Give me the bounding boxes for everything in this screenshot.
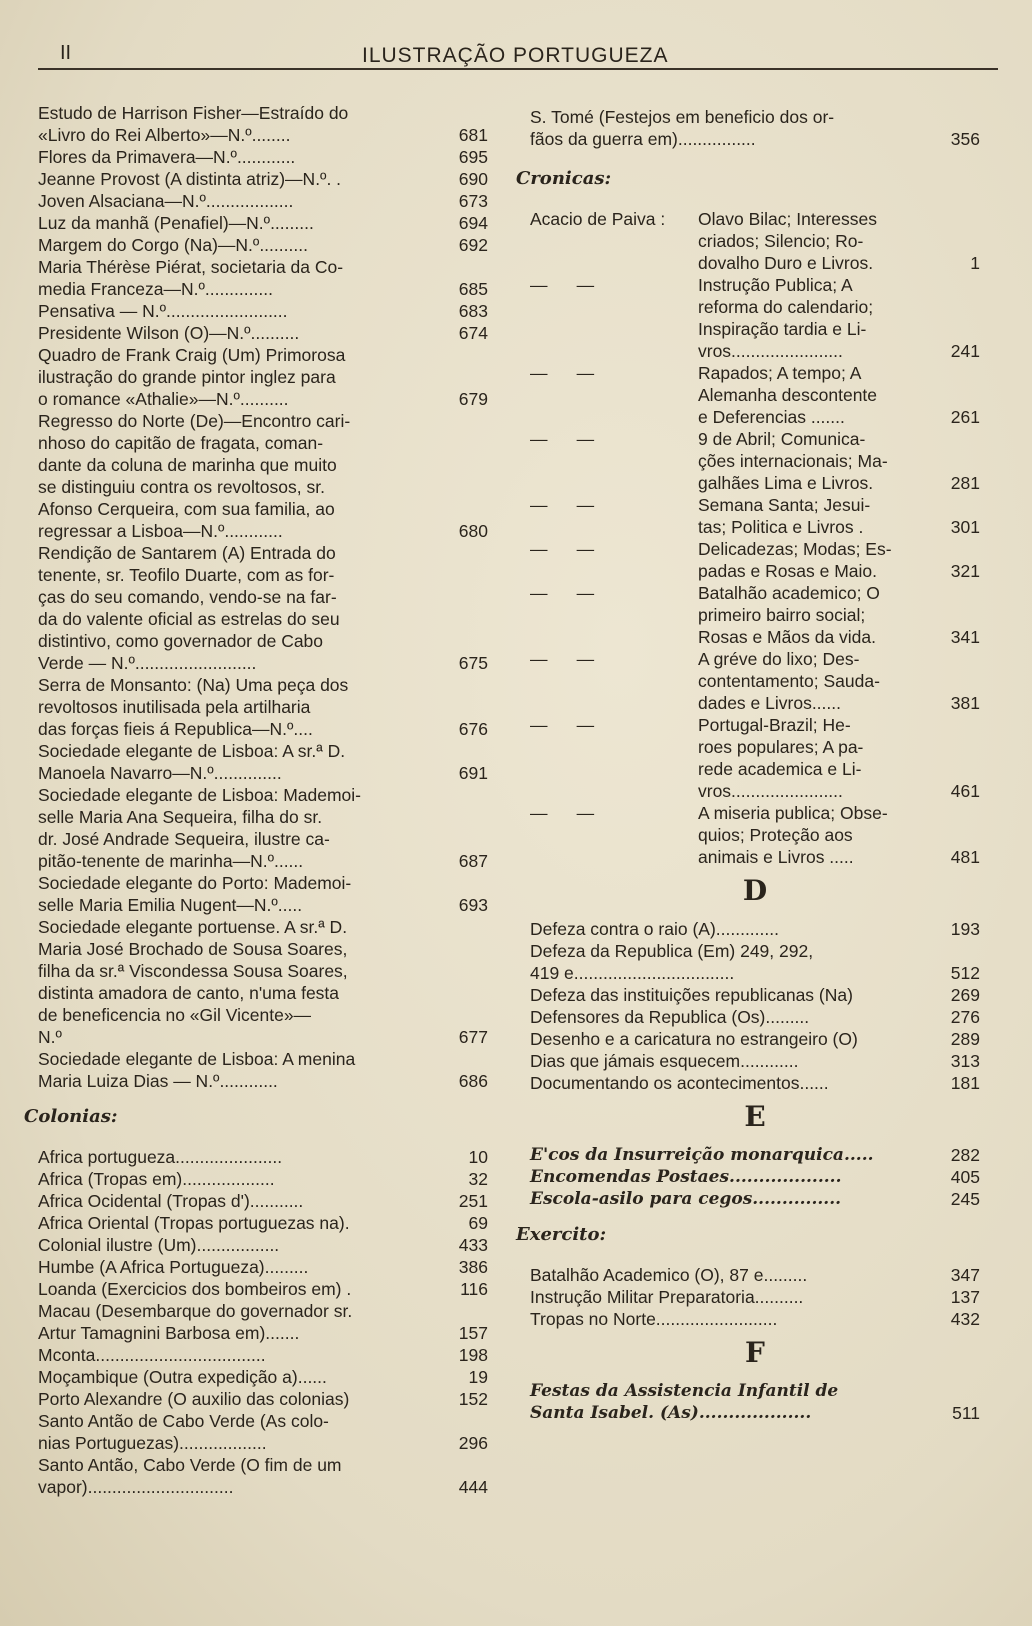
cronica-entry	[530, 714, 980, 802]
entry-page-number: 681	[458, 125, 488, 145]
index-entry	[38, 212, 488, 234]
ditto-dashes: — —	[530, 275, 595, 295]
entry-page-number: 19	[468, 1367, 488, 1387]
ditto-dashes: — —	[530, 715, 595, 735]
entry-page-number: 693	[458, 895, 488, 915]
index-entry	[38, 916, 488, 1048]
entry-text: Macau (Desembarque do governador sr. Artur Tamagnini Barbosa em).......	[38, 1301, 353, 1343]
index-entry	[38, 168, 488, 190]
entry-text: Joven Alsaciana—N.º..................	[38, 191, 294, 211]
entry-page-number: 116	[460, 1279, 488, 1299]
entry-text: Desenho e a caricatura no estrangeiro (O)	[530, 1029, 858, 1049]
entry-page-number: 301	[950, 517, 980, 537]
entry-text: Africa (Tropas em)...................	[38, 1169, 275, 1189]
entry-page-number: 674	[458, 323, 488, 343]
entry-text: Flores da Primavera—N.º............	[38, 147, 296, 167]
entry-page-number: 692	[458, 235, 488, 255]
entry-page-number: 341	[950, 627, 980, 647]
index-entry	[38, 1256, 488, 1278]
entry-page-number: 685	[458, 279, 488, 299]
entry-text: Quadro de Frank Craig (Um) Primorosa ilustração do grande pintor inglez para o romance «Athalie»—N.º..........	[38, 345, 346, 409]
cronica-entry	[530, 428, 980, 494]
entry-text: Batalhão academico; O primeiro bairro social; Rosas e Mãos da vida.	[698, 583, 880, 647]
entry-text: Sociedade elegante do Porto: Mademoi- selle Maria Emilia Nugent—N.º.....	[38, 873, 352, 915]
entry-page-number: 677	[458, 1027, 488, 1047]
entry-page-number: 683	[458, 301, 488, 321]
entry-text: Defeza contra o raio (A).............	[530, 919, 779, 939]
entry-page-number: 198	[458, 1345, 488, 1365]
entry-page-number: 687	[458, 851, 488, 871]
index-entry	[38, 1344, 488, 1366]
cronica-entry	[530, 648, 980, 714]
entry-page-number: 32	[468, 1169, 488, 1189]
index-entry	[530, 1006, 980, 1028]
entry-text: S. Tomé (Festejos em beneficio dos or- fãos da guerra em)................	[530, 107, 835, 149]
entry-text: Presidente Wilson (O)—N.º..........	[38, 323, 300, 343]
index-entry	[38, 256, 488, 300]
entry-page-number: 1	[970, 253, 980, 273]
entry-page-number: 673	[458, 191, 488, 211]
letter-heading-f: F	[745, 1336, 765, 1369]
right-column	[516, 106, 980, 1424]
entry-page-number: 321	[950, 561, 980, 581]
letter-heading-d: D	[742, 874, 768, 907]
entry-page-number: 269	[950, 985, 980, 1005]
entry-page-number: 181	[950, 1073, 980, 1093]
section-heading-exercito: Exercito:	[516, 1224, 607, 1245]
index-entry	[530, 1286, 980, 1308]
section-heading-colonias: Colonias:	[24, 1106, 118, 1127]
entry-text: Loanda (Exercicios dos bombeiros em) .	[38, 1279, 352, 1299]
entry-page-number: 313	[950, 1051, 980, 1071]
entry-text: Humbe (A Africa Portugueza).........	[38, 1257, 309, 1277]
index-entry	[530, 1072, 980, 1094]
index-entry	[38, 1190, 488, 1212]
index-entry	[38, 740, 488, 784]
entry-text: Serra de Monsanto: (Na) Uma peça dos revoltosos inutilisada pela artilharia das forças fieis á Republica—N.º....	[38, 675, 349, 739]
entry-page-number: 356	[950, 129, 980, 149]
entry-text: Defeza da Republica (Em) 249, 292, 419 e.................................	[530, 941, 814, 983]
entry-page-number: 261	[950, 407, 980, 427]
index-entry	[38, 146, 488, 168]
entry-page-number: 152	[458, 1389, 488, 1409]
ditto-dashes: — —	[530, 495, 595, 515]
entry-page-number: 251	[458, 1191, 488, 1211]
index-entry	[38, 300, 488, 322]
index-entries-f	[530, 1380, 980, 1424]
entry-page-number: 694	[458, 213, 488, 233]
index-entry	[38, 410, 488, 542]
entry-page-number: 461	[950, 781, 980, 801]
entry-text: Sociedade elegante de Lisboa: A sr.ª D. Manoela Navarro—N.º..............	[38, 741, 346, 783]
entry-text: Delicadezas; Modas; Es- padas e Rosas e Maio.	[698, 539, 892, 581]
entry-text: Porto Alexandre (O auxilio das colonias)	[38, 1389, 350, 1409]
entry-page-number: 691	[458, 763, 488, 783]
index-entry	[530, 1028, 980, 1050]
entry-text: Olavo Bilac; Interesses criados; Silencio; Ro- dovalho Duro e Livros.	[698, 209, 877, 273]
index-entry	[530, 1264, 980, 1286]
entry-text: Africa portugueza......................	[38, 1147, 283, 1167]
entry-text: Luz da manhã (Penafiel)—N.º.........	[38, 213, 314, 233]
entry-text: Mconta...................................	[38, 1345, 266, 1365]
page-number: II	[60, 42, 72, 64]
entry-page-number: 137	[950, 1287, 980, 1307]
entry-page-number: 680	[458, 521, 488, 541]
entry-page-number: 10	[468, 1147, 488, 1167]
entry-text: Defensores da Republica (Os).........	[530, 1007, 810, 1027]
left-column	[24, 102, 488, 1498]
entry-text: Defeza das instituições republicanas (Na)	[530, 985, 853, 1005]
entry-page-number: 296	[458, 1433, 488, 1453]
cronica-author: Acacio de Paiva :	[530, 209, 666, 229]
ditto-dashes: — —	[530, 583, 595, 603]
entry-text: Batalhão Academico (O), 87 e.........	[530, 1265, 808, 1285]
index-entry	[38, 322, 488, 344]
entry-page-number: 675	[458, 653, 488, 673]
entry-text: Festas da Assistencia Infantil de Santa Isabel. (As)...................	[530, 1381, 839, 1423]
entry-page-number: 676	[458, 719, 488, 739]
ditto-dashes: — —	[530, 539, 595, 559]
index-entry	[38, 1388, 488, 1410]
entry-page-number: 381	[950, 693, 980, 713]
entry-page-number: 695	[458, 147, 488, 167]
index-entry	[38, 234, 488, 256]
entry-page-number: 690	[458, 169, 488, 189]
entry-text: Santo Antão, Cabo Verde (O fim de um vapor)..............................	[38, 1455, 342, 1497]
entry-page-number: 432	[950, 1309, 980, 1329]
cronica-entry	[530, 362, 980, 428]
entry-text: Sociedade elegante de Lisboa: A menina Maria Luiza Dias — N.º............	[38, 1049, 356, 1091]
index-entry	[38, 1300, 488, 1344]
index-entries-exercito	[530, 1264, 980, 1330]
index-entry	[38, 1278, 488, 1300]
index-entry	[38, 1048, 488, 1092]
index-entry	[38, 190, 488, 212]
entry-page-number: 69	[468, 1213, 488, 1233]
index-entries-e	[530, 1144, 980, 1210]
entry-text: Regresso do Norte (De)—Encontro cari- nhoso do capitão de fragata, coman- dante da coluna de marinha que muito se distinguiu contra os revoltosos, sr. Afonso Cerqueira, com sua familia, ao regressar a Lisboa—N.º............	[38, 411, 351, 541]
index-entry	[38, 1212, 488, 1234]
entry-text: Rendição de Santarem (A) Entrada do tenente, sr. Teofilo Duarte, com as for- ças do seu comando, vendo-se na far- da do valente oficial as estrelas do seu distintivo, como governador de Cabo Verde — N.º.........................	[38, 543, 340, 673]
entry-page-number: 276	[950, 1007, 980, 1027]
cronica-entry	[530, 802, 980, 868]
ditto-dashes: — —	[530, 429, 595, 449]
entry-page-number: 481	[950, 847, 980, 867]
entry-text: Tropas no Norte.........................	[530, 1309, 778, 1329]
index-entry	[38, 542, 488, 674]
index-entry	[530, 1050, 980, 1072]
index-entry	[38, 784, 488, 872]
index-entry	[530, 918, 980, 940]
entry-text: Instrução Publica; A reforma do calendario; Inspiração tardia e Li- vros.......................	[698, 275, 874, 361]
index-entry	[38, 1234, 488, 1256]
cronica-entry	[530, 538, 980, 582]
entry-text: Sociedade elegante portuense. A sr.ª D. Maria José Brochado de Sousa Soares, filha da sr.ª Viscondessa Sousa Soares, distinta amadora de canto, n'uma festa de beneficencia no «Gil Vicente»— N.º	[38, 917, 348, 1047]
index-entry	[38, 1410, 488, 1454]
entry-text: Africa Oriental (Tropas portuguezas na).	[38, 1213, 350, 1233]
entry-page-number: 245	[950, 1189, 980, 1209]
entry-text: Rapados; A tempo; A Alemanha descontente e Deferencias .......	[698, 363, 878, 427]
index-entry	[38, 872, 488, 916]
entry-page-number: 511	[952, 1403, 980, 1423]
index-entry	[530, 1308, 980, 1330]
entry-page-number: 405	[950, 1167, 980, 1187]
entry-text: Escola-asilo para cegos...............	[530, 1189, 842, 1209]
cronica-entry	[530, 582, 980, 648]
entry-page-number: 282	[950, 1145, 980, 1165]
header-rule	[38, 68, 998, 70]
entry-text: E'cos da Insurreição monarquica.....	[530, 1145, 874, 1165]
entry-page-number: 433	[458, 1235, 488, 1255]
running-header-title: ILUSTRAÇÃO PORTUGUEZA	[362, 44, 669, 67]
index-entries-cronicas	[530, 208, 980, 868]
index-entry	[38, 344, 488, 410]
entry-text: Africa Ocidental (Tropas d')...........	[38, 1191, 304, 1211]
index-entry	[530, 1188, 980, 1210]
entry-page-number: 444	[458, 1477, 488, 1497]
cronica-entry	[530, 494, 980, 538]
ditto-dashes: — —	[530, 803, 595, 823]
entry-text: A miseria publica; Obse- quios; Proteção aos animais e Livros .....	[698, 803, 888, 867]
entry-page-number: 347	[950, 1265, 980, 1285]
entry-text: 9 de Abril; Comunica- ções internacionais; Ma- galhães Lima e Livros.	[698, 429, 888, 493]
index-entry	[38, 1366, 488, 1388]
entry-text: Pensativa — N.º.........................	[38, 301, 288, 321]
entry-page-number: 686	[458, 1071, 488, 1091]
entry-text: Dias que jámais esquecem............	[530, 1051, 799, 1071]
entry-text: Semana Santa; Jesui- tas; Politica e Livros .	[698, 495, 871, 537]
entry-text: A gréve do lixo; Des- contentamento; Sauda- dades e Livros......	[698, 649, 880, 713]
index-entry	[38, 674, 488, 740]
entry-page-number: 386	[458, 1257, 488, 1277]
entry-page-number: 679	[458, 389, 488, 409]
index-entry	[38, 1454, 488, 1498]
entry-text: Sociedade elegante de Lisboa: Mademoi- selle Maria Ana Sequeira, filha do sr. dr. José Andrade Sequeira, ilustre ca- pitão-tenente de marinha—N.º......	[38, 785, 361, 871]
entry-text: Margem do Corgo (Na)—N.º..........	[38, 235, 308, 255]
index-entry	[530, 1166, 980, 1188]
cronica-entry	[530, 208, 980, 274]
entry-text: Documentando os acontecimentos......	[530, 1073, 829, 1093]
index-entry	[530, 940, 980, 984]
entry-text: Portugal-Brazil; He- roes populares; A pa- rede academica e Li- vros.......................	[698, 715, 864, 801]
index-entries-top	[38, 102, 488, 1092]
entry-page-number: 512	[950, 963, 980, 983]
index-entry	[38, 1168, 488, 1190]
index-entry	[530, 984, 980, 1006]
letter-heading-e: E	[744, 1100, 766, 1133]
entry-text: Encomendas Postaes...................	[530, 1167, 842, 1187]
entry-text: Moçambique (Outra expedição a)......	[38, 1367, 327, 1387]
entry-text: Jeanne Provost (A distinta atriz)—N.º. .	[38, 169, 342, 189]
entry-page-number: 289	[950, 1029, 980, 1049]
index-entry	[38, 1146, 488, 1168]
entry-page-number: 281	[950, 473, 980, 493]
entry-text: Colonial ilustre (Um).................	[38, 1235, 280, 1255]
entry-text: Maria Thérèse Piérat, societaria da Co- media Franceza—N.º..............	[38, 257, 344, 299]
index-entries-d	[530, 918, 980, 1094]
index-entry	[38, 102, 488, 146]
index-entry	[530, 1380, 980, 1424]
entry-text: Santo Antão de Cabo Verde (As colo- nias Portuguezas)..................	[38, 1411, 329, 1453]
section-heading-cronicas: Cronicas:	[516, 168, 612, 189]
index-entries-colonias	[38, 1146, 488, 1498]
entry-page-number: 157	[458, 1323, 488, 1343]
index-entry	[530, 1144, 980, 1166]
entry-text: Instrução Militar Preparatoria..........	[530, 1287, 804, 1307]
entry-page-number: 193	[950, 919, 980, 939]
entry-page-number: 241	[950, 341, 980, 361]
cronica-entry	[530, 274, 980, 362]
ditto-dashes: — —	[530, 363, 595, 383]
ditto-dashes: — —	[530, 649, 595, 669]
entry-text: Estudo de Harrison Fisher—Estraído do «Livro do Rei Alberto»—N.º........	[38, 103, 349, 145]
index-entry	[530, 106, 980, 150]
